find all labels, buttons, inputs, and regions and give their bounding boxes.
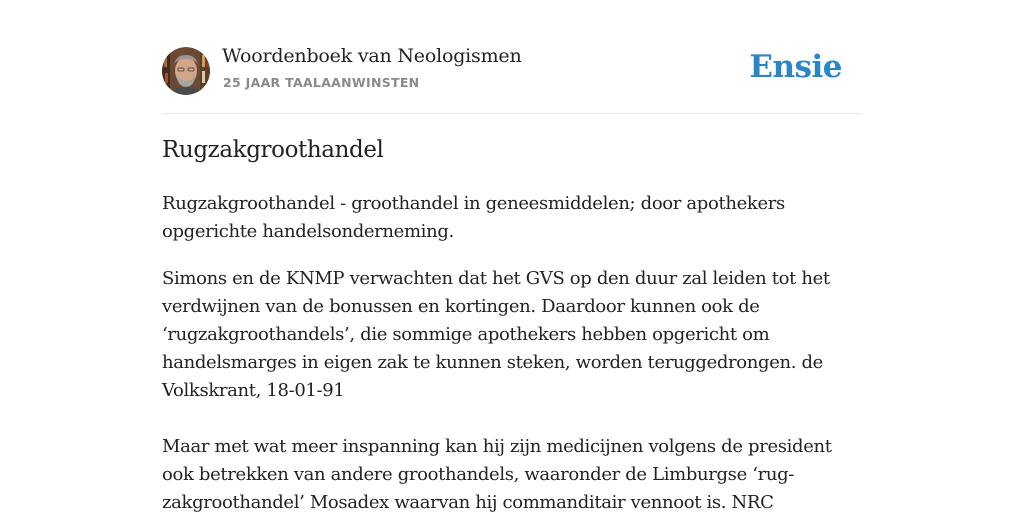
content-container: [162, 0, 862, 512]
definition-text: Rugzakgroothandel - groothandel in geneesmiddelen; door apothekers opgerichte handelsonderneming.: [162, 193, 785, 242]
quote-paragraph: Simons en de KNMP verwachten dat het GVS op den duur zal leiden tot het verdwijnen van de bonussen en kortingen. Daardoor kunnen ook de ‘rugzakgroothandels’, die sommige apothekers hebben opgericht om handelsmarges in eigen zak te kunnen steken, worden teruggedrongen. de Volkskrant, 18-01-91: [162, 268, 830, 401]
article-title: Rugzakgroothandel: [162, 137, 384, 163]
site-subtitle: 25 JAAR TAALAANWINSTEN: [223, 75, 420, 90]
ensie-logo[interactable]: Ensie: [749, 49, 842, 85]
quote-paragraph: Maar met wat meer inspanning kan hij zijn medicijnen volgens de president ook betrekken van andere groothandels, waaronder de Limburgse ‘rug-zakgroothandel’ Mosadex waarvan hij commanditair vennoot is. NRC: [162, 436, 832, 512]
site-title[interactable]: Woordenboek van Neologismen: [222, 45, 522, 67]
site-header: [162, 0, 862, 114]
author-avatar[interactable]: [162, 47, 210, 95]
quotes-section: [162, 265, 862, 512]
